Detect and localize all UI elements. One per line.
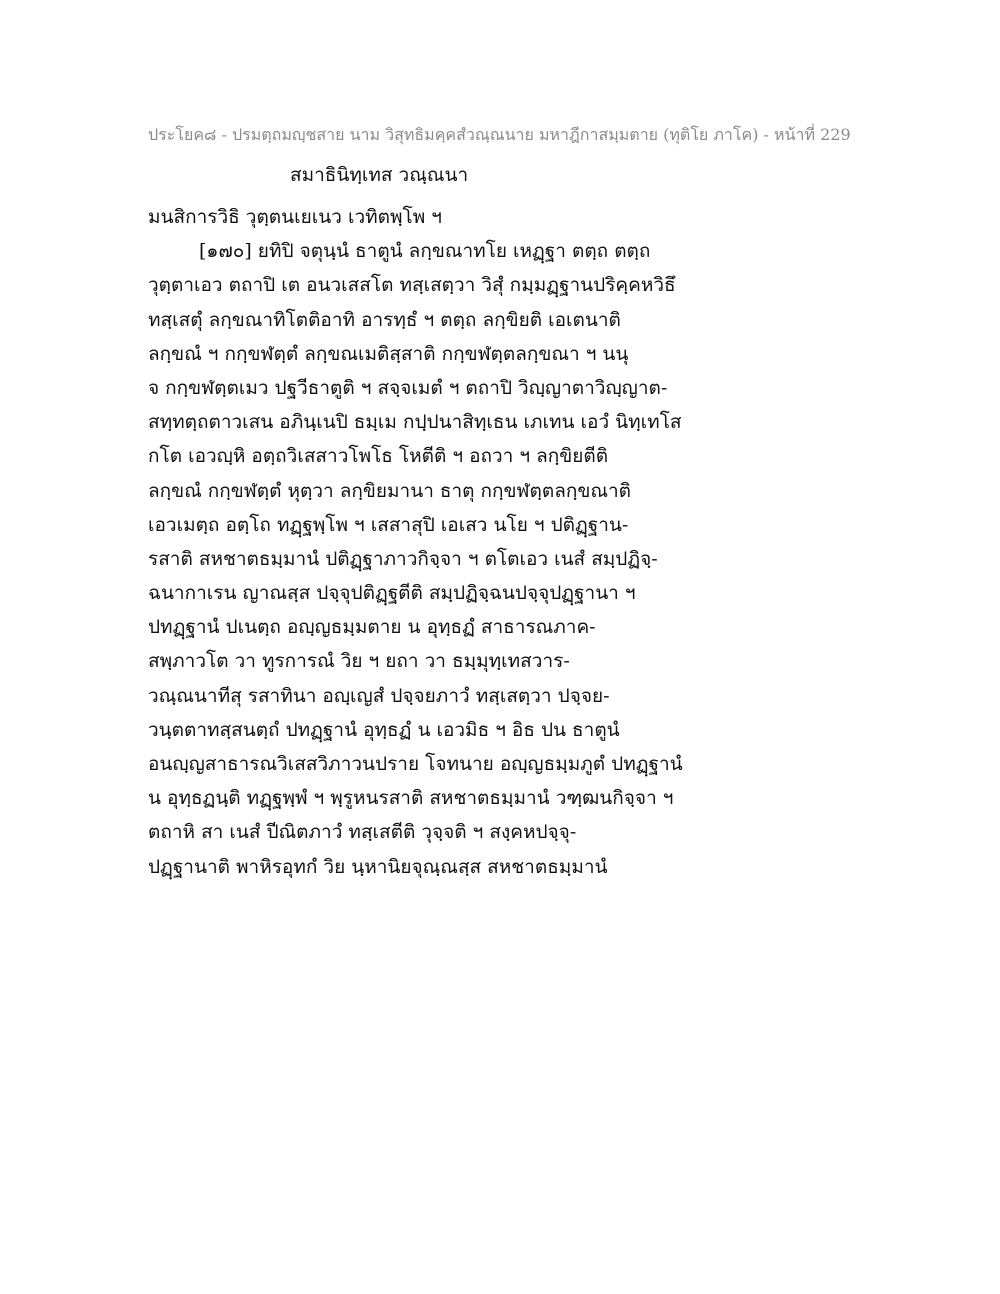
text-line: ลกฺขณํ ฯ กกฺขฬตฺตํ ลกฺขณเมติสฺสาติ กกฺขฬตฺตลกฺขณา ฯ นนุ bbox=[148, 342, 629, 365]
section-title: สมาธินิทฺเทส วณฺณนา bbox=[290, 164, 469, 186]
text-line: ฉนากาเรน ญาณสฺส ปจฺจุปติฏฺฐตีติ สมฺปฏิจฺฉนปจฺจุปฏฺฐานา ฯ bbox=[148, 582, 636, 605]
text-line: วุตฺตาเอว ตถาปิ เต อนวเสสโต ทสฺเสตฺวา วิสุํ กมฺมฏฺฐานปริคฺคหวิธึ bbox=[148, 274, 676, 297]
text-line: สพฺภาวโต วา ทูรการณํ วิย ฯ ยถา วา ธมฺมุทฺเทสวาร- bbox=[148, 650, 570, 673]
text-line: น อุทฺธฏนฺติ ทฏฺฐพฺพํ ฯ พฺรูหนรสาติ สหชาตธมฺมานํ วฑฺฒนกิจฺจา ฯ bbox=[148, 787, 674, 810]
text-line: อนญฺญสาธารณวิเสสวิภาวนปราย โจทนาย อญฺญธมฺมภูตํ ปทฏฺฐานํ bbox=[148, 753, 683, 775]
text-line: ปฏฺฐานาติ พาหิรอุทกํ วิย นฺหานิยจุณฺณสฺส สหชาตธมฺมานํ bbox=[148, 855, 608, 878]
text-line: ปทฏฺฐานํ ปเนตฺถ อญฺญธมฺมตาย น อุทฺธฏํ สาธารณภาค- bbox=[148, 616, 596, 639]
text-line: วนฺตตาทสฺสนตฺถํ ปทฏฺฐานํ อุทฺธฏํ น เอวมิธ ฯ อิธ ปน ธาตูนํ bbox=[148, 718, 620, 741]
text-line: ลกฺขณํ กกฺขฬตฺตํ หุตฺวา ลกฺขิยมานา ธาตุ กกฺขฬตฺตลกฺขณาติ bbox=[148, 479, 631, 502]
text-line: วณฺณนาทีสุ รสาทินา อญฺเญสํ ปจฺจยภาวํ ทสฺเสตฺวา ปจฺจย- bbox=[148, 684, 610, 707]
text-line: เอวเมตฺถ อตฺโถ ทฏฺฐพฺโพ ฯ เสสาสุปิ เอเสว นโย ฯ ปติฏฺฐาน- bbox=[148, 513, 629, 536]
text-line: สทฺทตฺถตาวเสน อภินฺเนปิ ธมฺเม กปฺปนาสิทฺเธน เภเทน เอวํ นิทฺเทโส bbox=[148, 411, 682, 434]
text-line: ตถาหิ สา เนสํ ปีณิตภาวํ ทสฺเสตีติ วุจฺจติ ฯ สงฺคหปจฺจุ- bbox=[148, 821, 577, 844]
text-line: มนสิการวิธิ วุตฺตนเยเนว เวทิตพฺโพ ฯ bbox=[148, 206, 442, 228]
body-text bbox=[148, 200, 768, 884]
running-header: ประโยค๘ - ปรมตฺถมญฺชสาย นาม วิสุทธิมคฺคสํวณฺณนาย มหาฎีกาสมฺมตาย (ทุติโย ภาโค) - หน้าที่ 229 bbox=[148, 125, 851, 144]
text-line: กโต เอวญฺหิ อตฺถวิเสสาวโพโธ โหตีติ ฯ อถวา ฯ ลกฺขิยตีติ bbox=[148, 445, 609, 468]
text-line: ทสฺเสตุํ ลกฺขณาทิโตติอาทิ อารทฺธํ ฯ ตตฺถ ลกฺขิยติ เอเตนาติ bbox=[148, 308, 621, 331]
paragraph-first-line: [๑๗๐] ยทิปิ จตุนฺนํ ธาตูนํ ลกฺขณาทโย เหฏฺฐา ตตฺถ ตตฺถ bbox=[199, 240, 651, 263]
text-line: จ กกฺขฬตฺตเมว ปฐวีธาตูติ ฯ สจฺจเมตํ ฯ ตถาปิ วิญฺญาตาวิญฺญาต- bbox=[148, 376, 668, 399]
text-line: รสาติ สหชาตธมฺมานํ ปติฏฺฐาภาวกิจฺจา ฯ ตโตเอว เนสํ สมฺปฏิจฺ- bbox=[148, 547, 658, 570]
